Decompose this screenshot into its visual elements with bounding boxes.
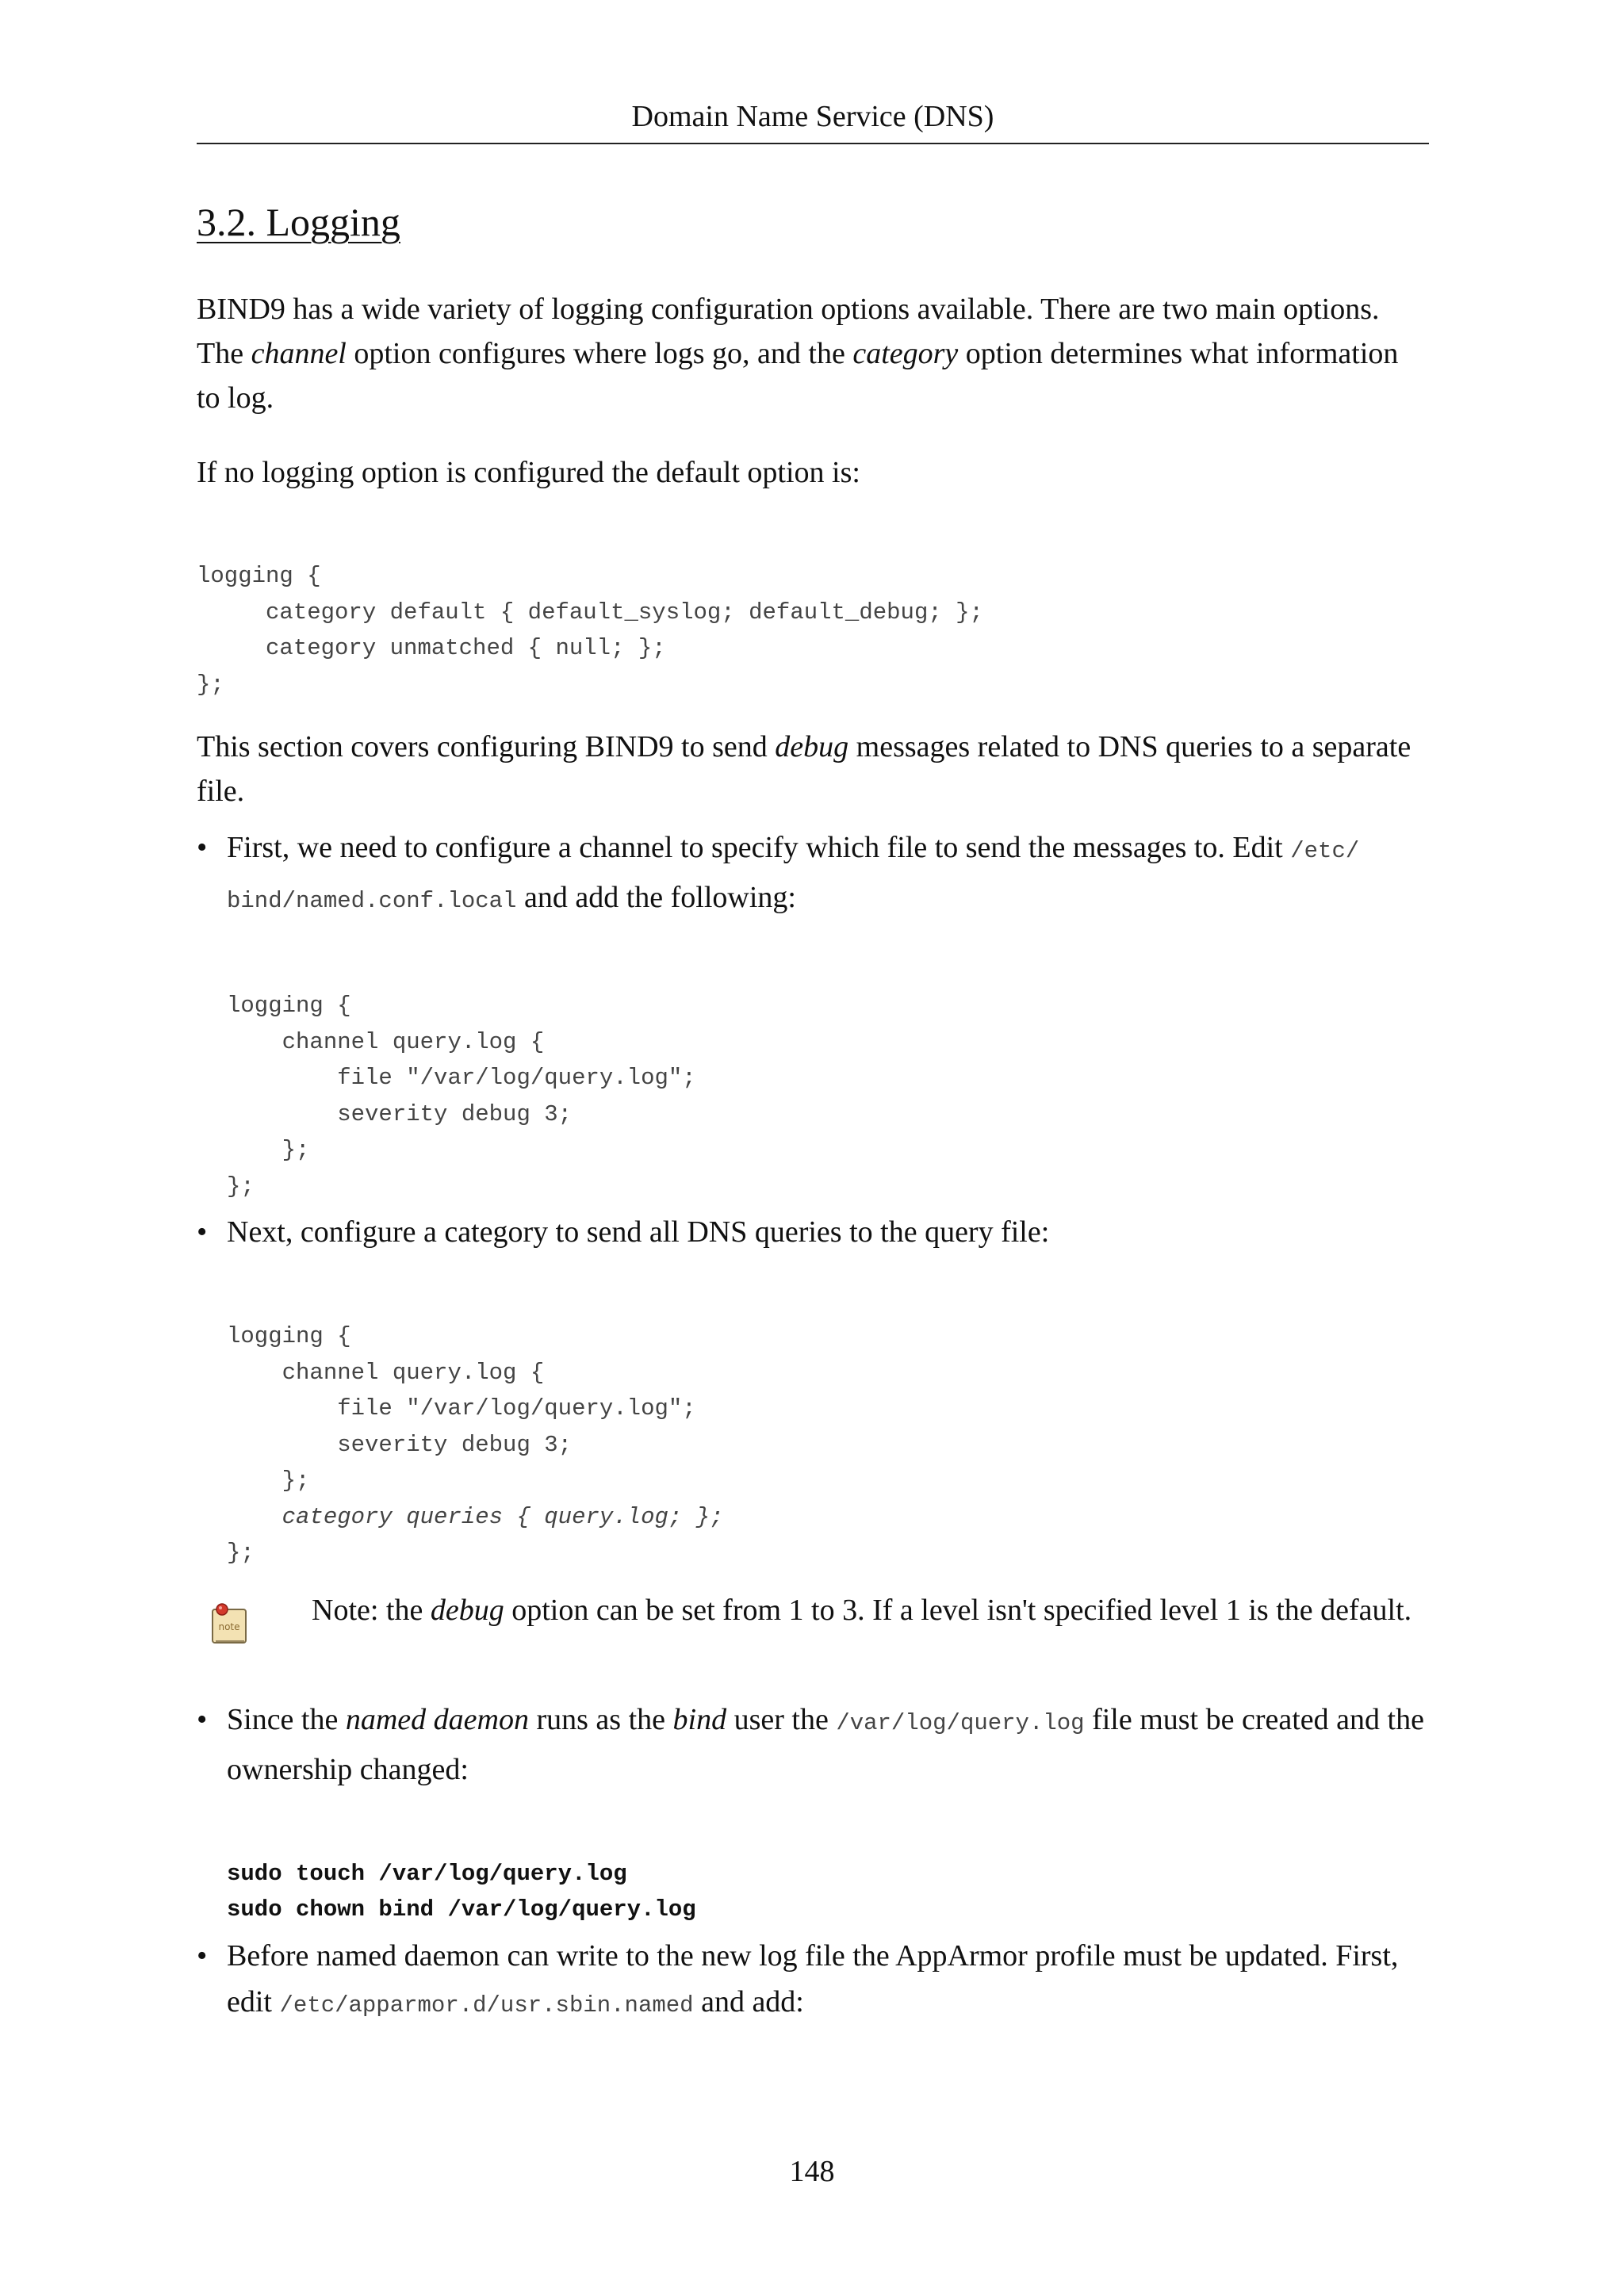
list-item [197,825,1429,1204]
intro-em-channel: channel [251,337,347,370]
intro-paragraph [197,287,1429,420]
bullet1-text-a: First, we need to configure a channel to specify which file to send the messages to. Edit [227,831,1291,864]
bullet3-em-named-daemon: named daemon [345,1702,529,1736]
list-item [197,1697,1429,1928]
note-text [312,1587,1411,1633]
section-text-b: messages related to DNS queries to a separate file. [197,730,1411,808]
bullet3-text-b: runs as the [528,1702,673,1736]
bullet1-path-part1: /etc/ [1290,838,1360,864]
code-block-category [227,1318,1429,1571]
intro-text-a: BIND9 has a wide variety of logging configuration options available. There are two main options. The [197,293,1380,370]
code-category-tail: }; [227,1540,255,1566]
section-title: 3.2. Logging [197,200,400,244]
default-option-paragraph: If no logging option is configured the default option is: [197,456,860,489]
intro-text-c: option determines what information to log. [197,337,1399,415]
bullet1-path-part2: bind/named.conf.local [227,888,517,914]
code-category-italic-line: category queries { query.log; }; [227,1503,724,1530]
note-em-debug: debug [430,1593,504,1627]
steps-list [197,825,1429,1571]
bullet3-path: /var/log/query.log [836,1709,1085,1736]
note-icon [208,1601,249,1646]
note-text-b: option can be set from 1 to 3. If a level isn't specified level 1 is the default. [504,1593,1412,1627]
bullet4-text-b: and add: [693,1984,804,2019]
note-admonition [197,1587,1429,1667]
code-block-commands: sudo touch /var/log/query.log sudo chown bind /var/log/query.log [227,1860,696,1923]
page-content [197,190,1429,2029]
bullet3-em-bind: bind [672,1702,727,1736]
list-item [197,1209,1429,1571]
intro-em-category: category [852,337,959,370]
note-text-a: Note: the [312,1593,431,1627]
intro-text-b: option configures where logs go, and the [346,337,853,370]
code-block-channel: logging { channel query.log { file "/var/log/query.log"; severity debug 3; }; }; [227,993,696,1200]
bullet3-text-a: Since the [227,1702,346,1736]
code-category-head: logging { channel query.log { file "/var/log/query.log"; severity debug 3; }; [227,1323,696,1494]
bullet4-text-a: Before named daemon can write to the new log file the AppArmor profile must be updated. First, edit [227,1938,1399,2019]
section-em-debug: debug [775,730,849,763]
section-text-a: This section covers configuring BIND9 to send [197,730,776,763]
list-item [197,1933,1429,2029]
header-rule [197,143,1429,144]
note-icon-label: note [218,1621,240,1632]
bullet2-text: Next, configure a category to send all DNS queries to the query file: [227,1215,1050,1249]
bullet1-text-b: and add the following: [516,881,796,914]
section-paragraph [197,725,1429,813]
code-block-default: logging { category default { default_syslog; default_debug; }; category unmatched { null; }; }; [197,563,983,698]
running-header: Domain Name Service (DNS) [631,100,994,133]
bullet4-path: /etc/apparmor.d/usr.sbin.named [279,1992,694,2019]
steps-list-continued [197,1697,1429,2029]
page-number: 148 [789,2155,835,2188]
bullet3-text-d: file must be created and the ownership changed: [227,1702,1424,1786]
bullet3-text-c: user the [726,1702,837,1736]
